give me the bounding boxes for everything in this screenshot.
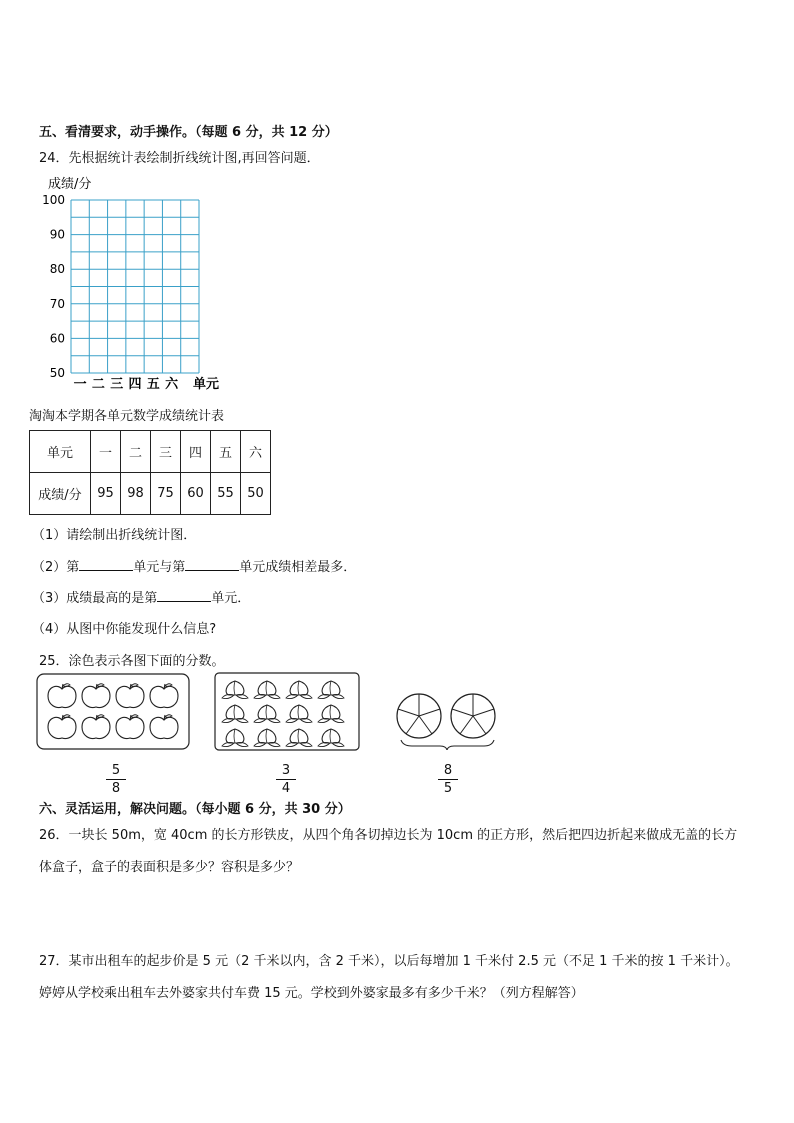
section6-heading: 六、灵活运用，解决问题。（每小题 6 分，共 30 分） (39, 802, 351, 817)
x-tick-label: 四 (128, 377, 142, 392)
circle-divided-five (397, 694, 441, 738)
circle-divided-five (451, 694, 495, 738)
apple-icon (150, 684, 178, 708)
apple-icon (82, 684, 110, 708)
table-row-units (30, 431, 271, 473)
peach-icon (254, 705, 280, 723)
apple-icon (150, 715, 178, 739)
table-cell-unit: 六 (241, 431, 271, 473)
table-cell-score: 98 (121, 473, 151, 515)
answer-blank[interactable] (185, 557, 239, 571)
q24-sub4: （4）从图中你能发现什么信息? (32, 622, 217, 637)
circles-figure (392, 690, 502, 750)
fraction-5-8 (106, 763, 126, 796)
table-cell-score: 55 (211, 473, 241, 515)
q24-sub2-part-a: （2）第 (32, 560, 80, 575)
fraction-numerator: 3 (281, 763, 291, 778)
fraction-numerator: 5 (111, 763, 121, 778)
fraction-8-5 (438, 763, 458, 796)
table-title: 淘淘本学期各单元数学成绩统计表 (29, 409, 225, 424)
peach-icon (222, 681, 248, 699)
x-tick-label: 一 (73, 377, 87, 392)
answer-blank[interactable] (157, 588, 211, 602)
table-header-score: 成绩/分 (30, 473, 91, 515)
table-cell-score: 60 (181, 473, 211, 515)
q24-sub2 (32, 556, 356, 575)
peaches-figure (214, 672, 362, 754)
chart-xunit: 单元 (193, 377, 220, 392)
apple-icon (82, 715, 110, 739)
table-cell-score: 50 (241, 473, 271, 515)
y-tick-label: 70 (49, 296, 65, 311)
fraction-bar (276, 779, 296, 780)
score-table (29, 430, 271, 515)
y-tick-label: 90 (49, 227, 65, 242)
peach-icon (318, 705, 344, 723)
table-cell-unit: 四 (181, 431, 211, 473)
q24-sub3 (32, 587, 250, 606)
x-tick-label: 五 (146, 377, 160, 392)
table-cell-unit: 五 (211, 431, 241, 473)
peach-icon (222, 705, 248, 723)
apples-figure (36, 673, 192, 753)
brace (401, 740, 494, 750)
q24-sub1: （1）请绘制出折线统计图． (32, 528, 197, 543)
table-cell-score: 75 (151, 473, 181, 515)
x-tick-label: 二 (91, 377, 105, 392)
peach-icon (286, 705, 312, 723)
peach-icon (254, 681, 280, 699)
q24-stem: 24．先根据统计表绘制折线统计图,再回答问题． (39, 151, 320, 166)
peach-icon (286, 729, 312, 747)
apple-icon (116, 715, 144, 739)
q24-sub2-part-c: 单元成绩相差最多． (239, 560, 357, 575)
blank-line-chart-grid (30, 170, 270, 390)
y-tick-label: 80 (49, 262, 65, 277)
answer-blank[interactable] (79, 557, 133, 571)
fraction-denominator: 5 (443, 781, 453, 796)
q24-sub3-part-b: 单元． (211, 591, 251, 606)
q24-sub3-part-a: （3）成绩最高的是第 (32, 591, 158, 606)
y-tick-label: 50 (49, 366, 65, 380)
table-row-scores (30, 473, 271, 515)
q25-stem: 25．涂色表示各图下面的分数。 (39, 654, 225, 669)
fraction-bar (106, 779, 126, 780)
q27-line2: 婷婷从学校乘出租车去外婆家共付车费 15 元。学校到外婆家最多有多少千米？（列方程解答） (39, 986, 584, 1001)
q26-line2: 体盒子，盒子的表面积是多少？容积是多少？ (39, 860, 300, 875)
section5-heading: 五、看清要求，动手操作。（每题 6 分，共 12 分） (39, 125, 338, 140)
y-tick-label: 100 (42, 193, 65, 207)
fraction-3-4 (276, 763, 296, 796)
fraction-denominator: 4 (281, 781, 291, 796)
table-cell-unit: 三 (151, 431, 181, 473)
apple-icon (116, 684, 144, 708)
y-tick-label: 60 (49, 331, 65, 346)
q27-line1: 27．某市出租车的起步价是 5 元（2 千米以内，含 2 千米），以后每增加 1 千米付 2.5 元（不足 1 千米的按 1 千米计）。 (39, 954, 739, 969)
peach-icon (254, 729, 280, 747)
peach-icon (286, 681, 312, 699)
apple-icon (48, 715, 76, 739)
x-tick-label: 六 (165, 377, 179, 392)
q24-sub2-part-b: 单元与第 (133, 560, 186, 575)
peach-icon (318, 729, 344, 747)
apple-icon (48, 684, 76, 708)
fraction-denominator: 8 (111, 781, 121, 796)
table-cell-unit: 二 (121, 431, 151, 473)
table-cell-unit: 一 (91, 431, 121, 473)
table-header-unit: 单元 (30, 431, 91, 473)
table-cell-score: 95 (91, 473, 121, 515)
fraction-numerator: 8 (443, 763, 453, 778)
x-tick-label: 三 (110, 377, 124, 392)
peach-icon (318, 681, 344, 699)
fraction-bar (438, 779, 458, 780)
chart-ylabel: 成绩/分 (48, 177, 92, 192)
q26-line1: 26．一块长 50m，宽 40cm 的长方形铁皮，从四个角各切掉边长为 10cm 的正方形，然后把四边折起来做成无盖的长方 (39, 828, 738, 843)
peach-icon (222, 729, 248, 747)
